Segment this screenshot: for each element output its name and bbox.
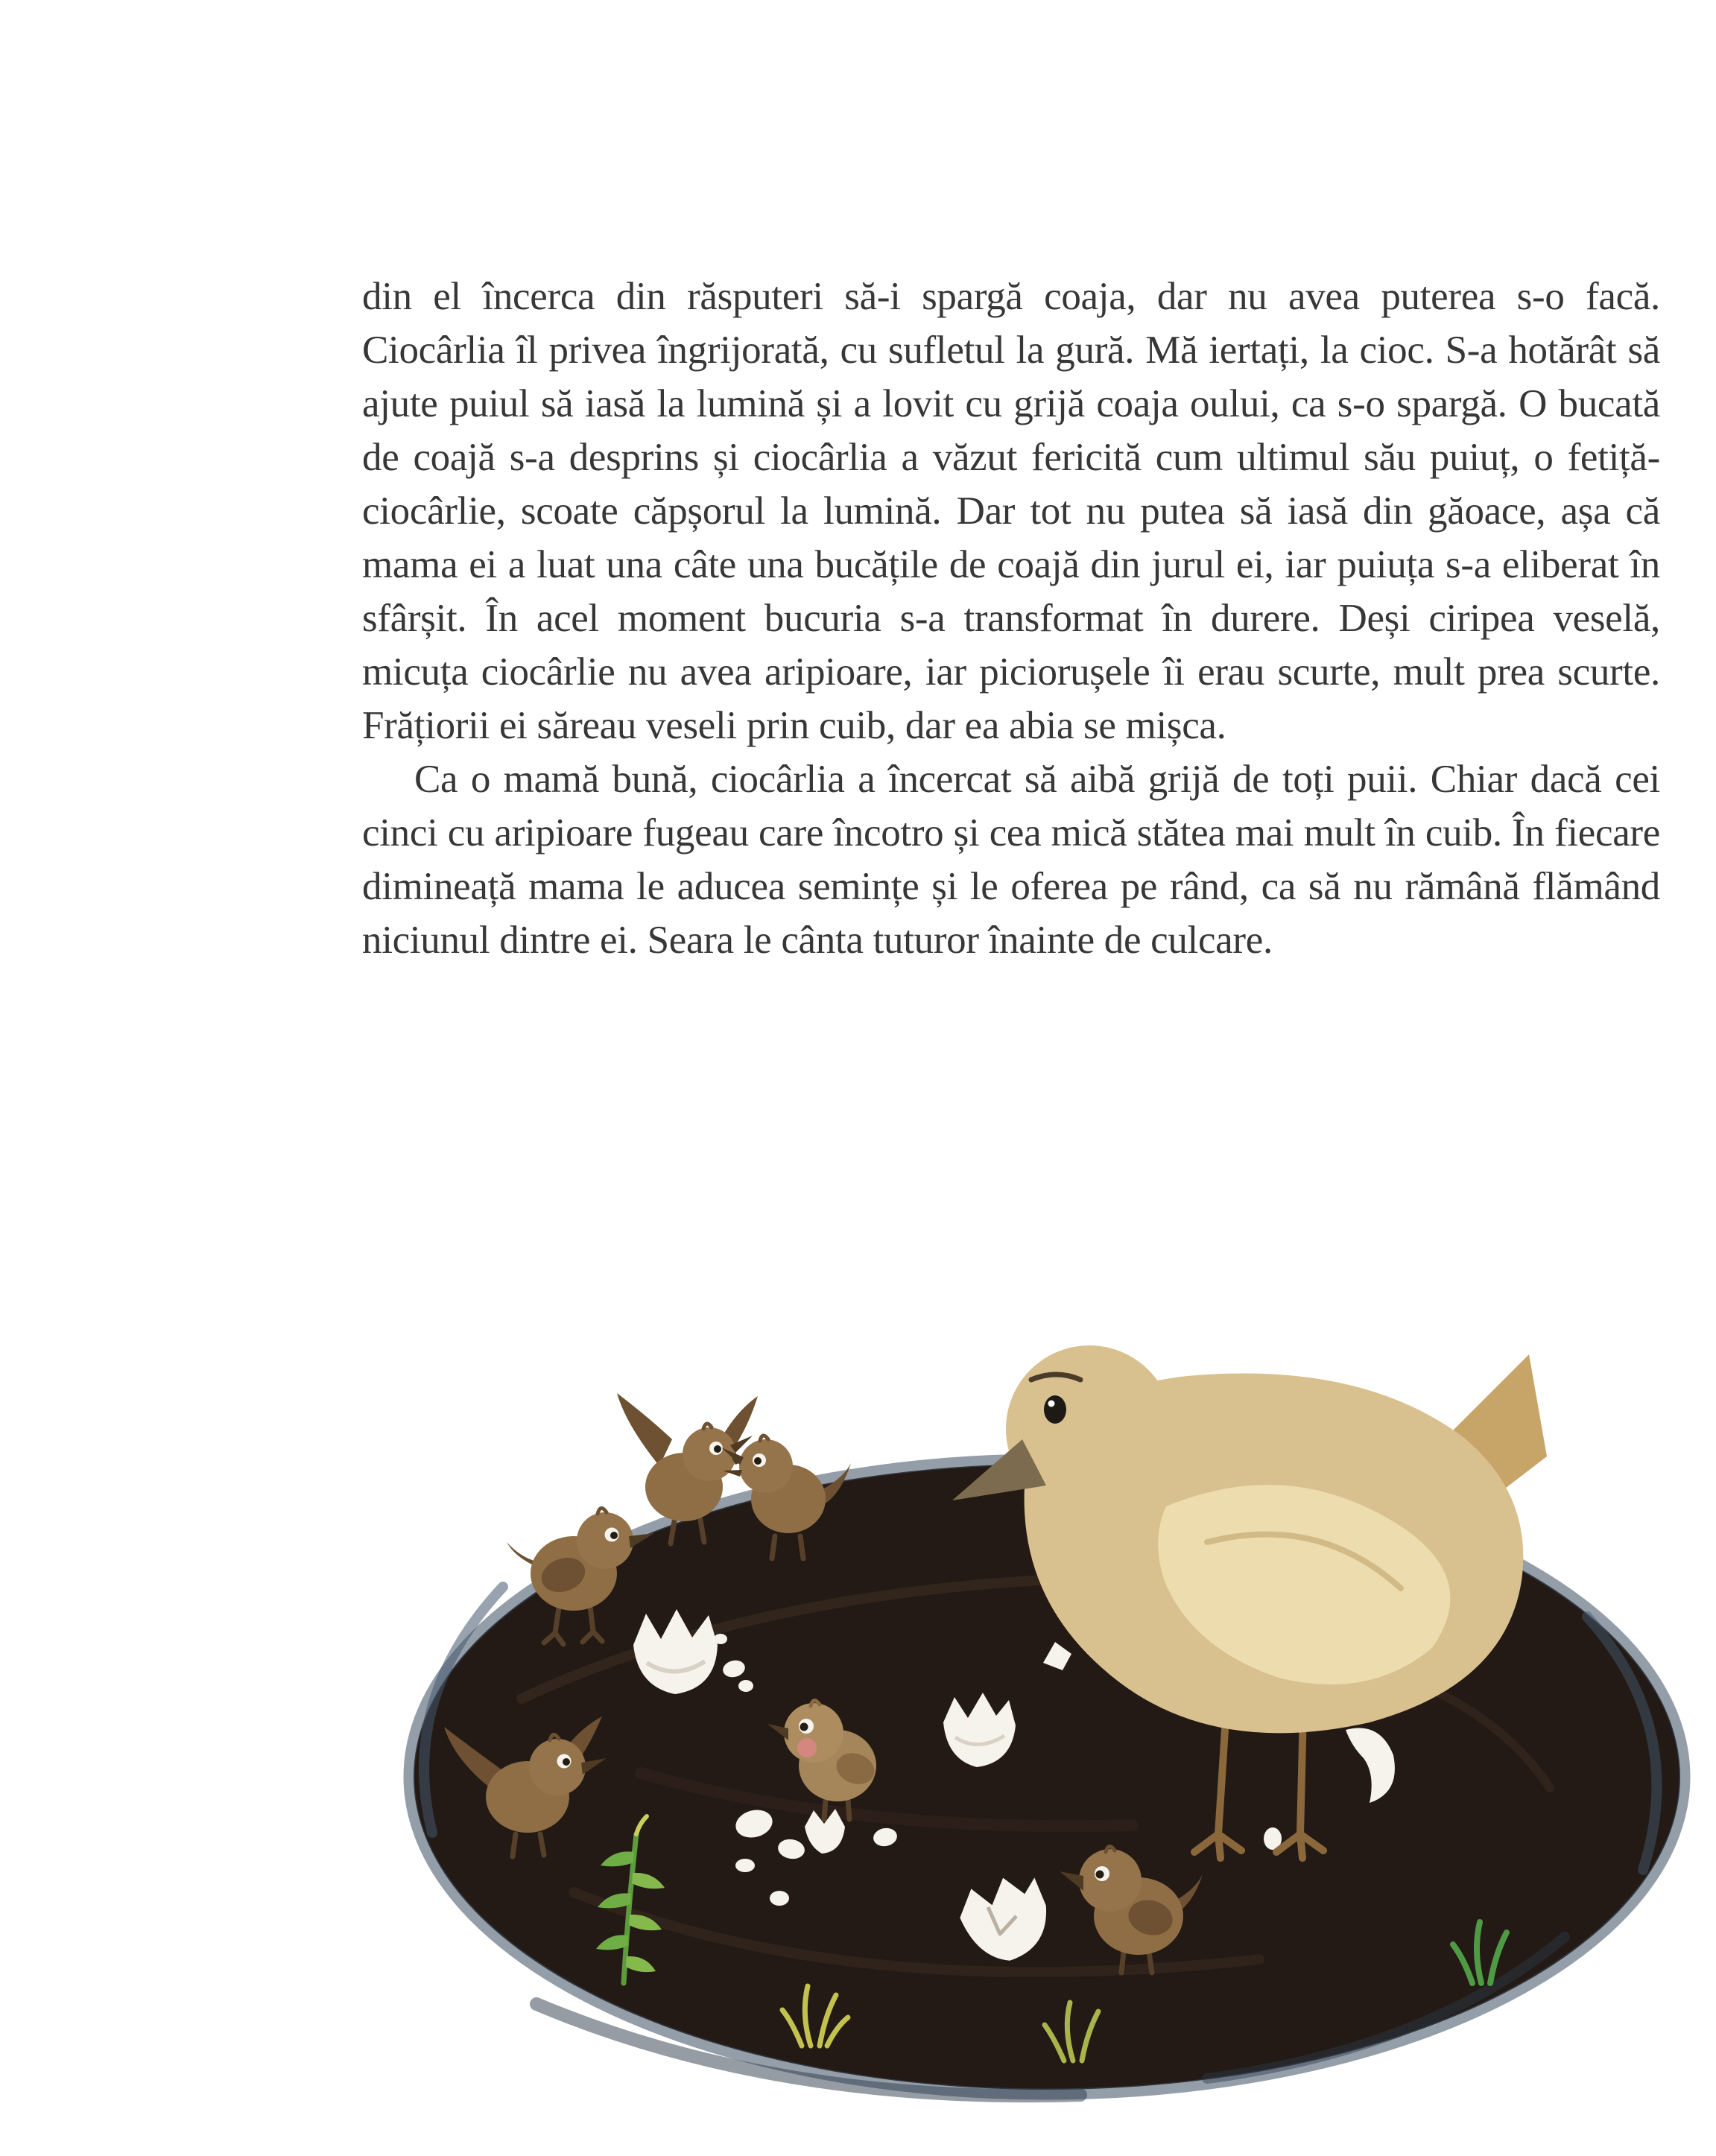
eggshell-piece (738, 1680, 753, 1692)
eggshell-piece (714, 1634, 727, 1644)
rosy-cheek (797, 1738, 817, 1757)
story-paragraph-2: Ca o mamă bună, ciocârlia a încercat să aibă grijă de toți puii. Chiar dacă cei cinci cu aripioare fugeau care încotro și cea mică stătea mai mult în cuib. În fiecare dimineață mama le aducea semințe și le oferea pe rând, ca să nu rămână flămând niciunul dintre ei. Seara le cânta tuturor înainte de culcare. (362, 758, 1660, 962)
nest-illustration (328, 1311, 1699, 2146)
mother-bird-eye-highlight (1048, 1401, 1055, 1407)
mother-bird-eye (1044, 1395, 1066, 1424)
story-text (362, 270, 1660, 967)
eggshell-piece (770, 1891, 789, 1906)
story-paragraph-1: din el încerca din răsputeri să-i spargă coaja, dar nu avea puterea s-o facă. Ciocârlia îl privea îngrijorată, cu sufletul la gură. Mă iertați, la cioc. S-a hotărât să ajute puiul să iasă la lumină și a lovit cu grijă coaja oului, ca s-o spargă. O bucată de coajă s-a desprins și ciocârlia a văzut fericită cum ultimul său puiuț, o fetiță-ciocârlie, scoate căpșorul la lumină. Dar tot nu putea să iasă din găoace, așa că mama ei a luat una câte una bucățile de coajă din jurul ei, iar puiuța s-a eliberat în sfârșit. În acel moment bucuria s-a transformat în durere. Deși ciripea veselă, micuța ciocârlie nu avea aripioare, iar piciorușele îi erau scurte, mult prea scurte. Frățiorii ei săreau veseli prin cuib, dar ea abia se mișca. (362, 275, 1660, 747)
eggshell-piece (735, 1859, 755, 1872)
